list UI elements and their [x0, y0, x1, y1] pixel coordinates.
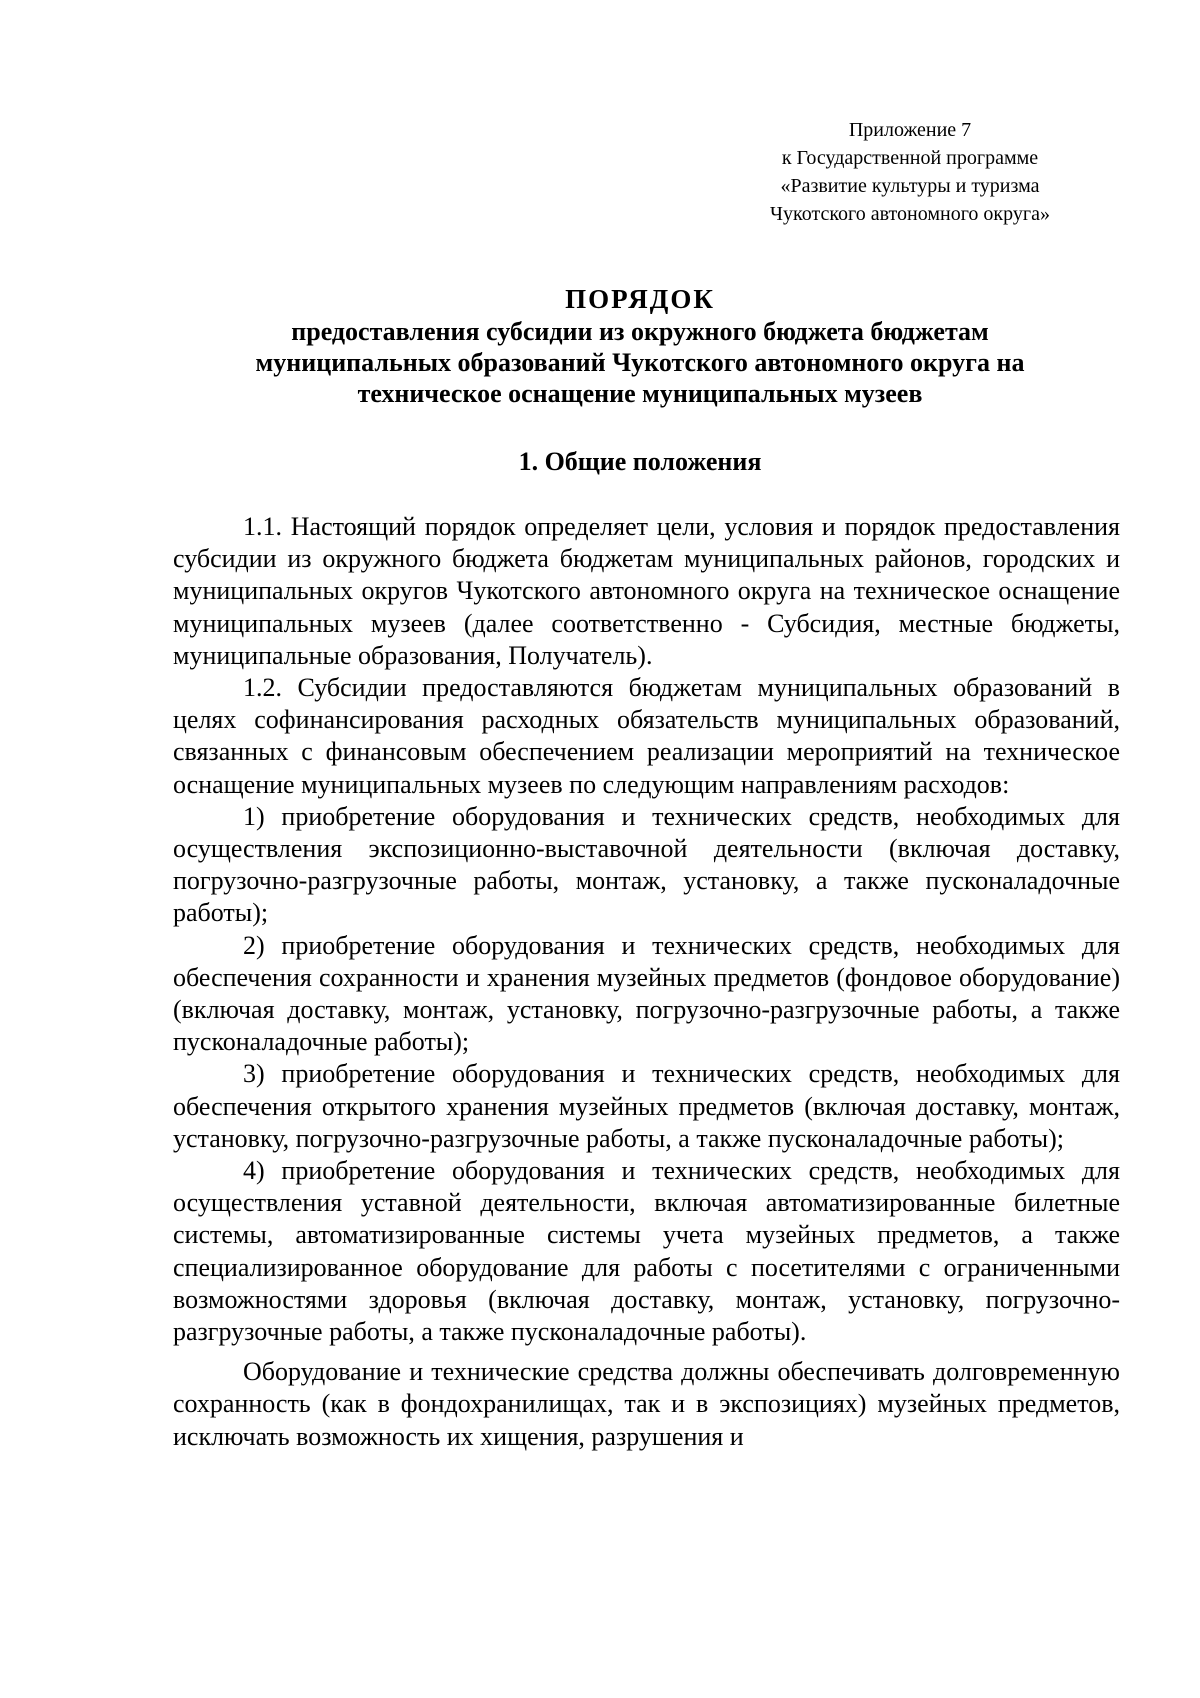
list-item-1: 1) приобретение оборудования и технических средств, необходимых для осуществления экспозиционно-выставочной деятельности (включая доставку, погрузочно-разгрузочные работы, монтаж, установку, а также пусконаладочные работы); — [173, 801, 1120, 928]
section-heading: 1. Общие положения — [518, 447, 762, 476]
list-item-2: 2) приобретение оборудования и технических средств, необходимых для обеспечения сохранности и хранения музейных предметов (фондовое оборудование) (включая доставку, монтаж, установку, погрузочно-разгрузочные работы, а также пусконаладочные работы); — [173, 930, 1120, 1057]
list-item-4: 4) приобретение оборудования и технических средств, необходимых для осуществления уставной деятельности, включая автоматизированные билетные системы, автоматизированные системы учета музейных предметов, а также специализированное оборудование для работы с посетителями с ограниченными возможностями здоровья (включая доставку, монтаж, установку, погрузочно-разгрузочные работы, а также пусконаладочные работы). — [173, 1156, 1120, 1347]
subtitle-line: муниципальных образований Чукотского автономного округа на — [255, 348, 1025, 377]
appendix-line: «Развитие культуры и туризма — [780, 175, 1040, 197]
appendix-note — [720, 116, 1100, 228]
document-body — [173, 511, 1120, 1453]
document-title: ПОРЯДОК — [565, 284, 715, 314]
appendix-line: Приложение 7 — [848, 119, 972, 141]
paragraph-1-1: 1.1. Настоящий порядок определяет цели, условия и порядок предоставления субсидии из окружного бюджета бюджетам муниципальных районов, городских и муниципальных округов Чукотского автономного округа на техническое оснащение муниципальных музеев (далее соответственно - Субсидия, местные бюджеты, муниципальные образования, Получатель). — [173, 512, 1120, 670]
paragraph-equipment: Оборудование и технические средства должны обеспечивать долговременную сохранность (как в фондохранилищах, так и в экспозициях) музейных предметов, исключать возможность их хищения, разрушения и — [173, 1357, 1120, 1451]
subtitle-line: техническое оснащение муниципальных музеев — [357, 379, 923, 408]
subtitle-line: предоставления субсидии из окружного бюджета бюджетам — [291, 317, 989, 346]
appendix-line: Чукотского автономного округа» — [770, 203, 1050, 225]
list-item-3: 3) приобретение оборудования и технических средств, необходимых для обеспечения открытого хранения музейных предметов (включая доставку, монтаж, установку, погрузочно-разгрузочные работы, а также пусконаладочные работы); — [173, 1059, 1120, 1153]
document-title-block — [140, 282, 1140, 409]
document-subtitle — [140, 316, 1140, 409]
paragraph-1-2: 1.2. Субсидии предоставляются бюджетам муниципальных образований в целях софинансирования расходных обязательств муниципальных образований, связанных с финансовым обеспечением реализации мероприятий на техническое оснащение муниципальных музеев по следующим направлениям расходов: — [173, 673, 1120, 799]
appendix-line: к Государственной программе — [781, 147, 1039, 169]
